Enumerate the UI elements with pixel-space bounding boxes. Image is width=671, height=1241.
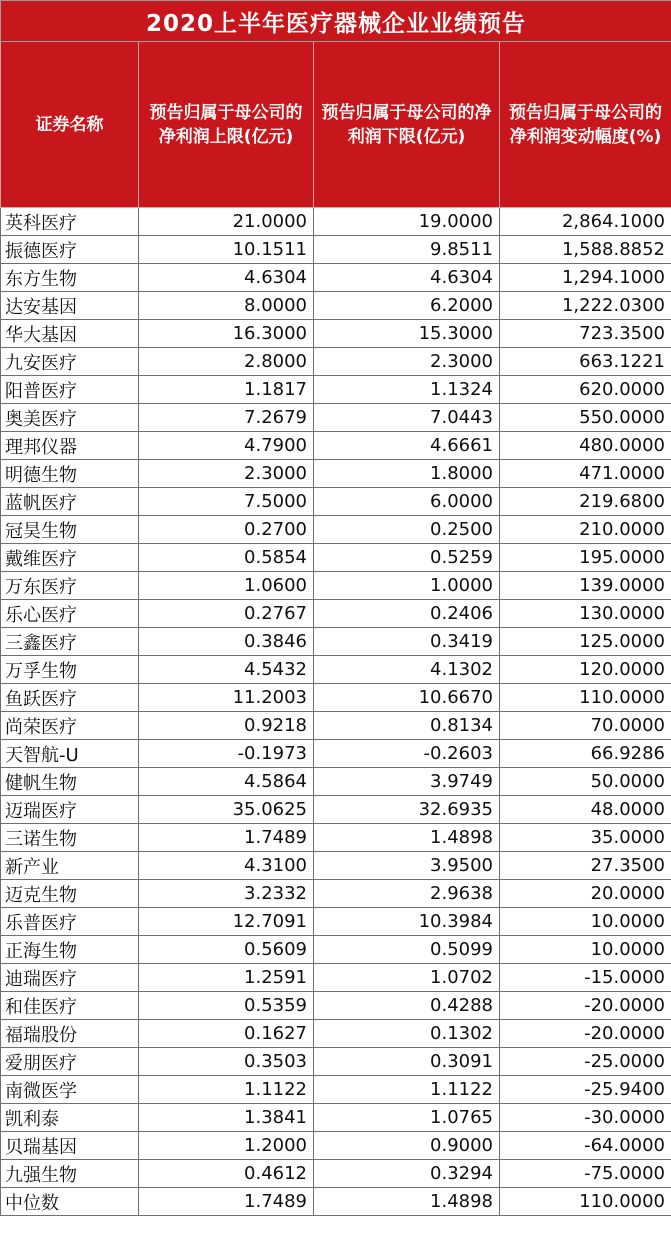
profit-upper-cell: 4.6304: [139, 264, 314, 292]
table-row: [1, 908, 671, 936]
profit-change-cell: 48.0000: [500, 796, 671, 824]
profit-change-cell: 70.0000: [500, 712, 671, 740]
profit-change-cell: -20.0000: [500, 1020, 671, 1048]
security-name-cell: 三鑫医疗: [1, 628, 139, 656]
profit-upper-cell: 7.5000: [139, 488, 314, 516]
profit-lower-cell: 4.6661: [314, 432, 500, 460]
table-row: [1, 1076, 671, 1104]
profit-change-cell: 210.0000: [500, 516, 671, 544]
security-name-cell: 迪瑞医疗: [1, 964, 139, 992]
profit-lower-cell: 3.9500: [314, 852, 500, 880]
table-row: [1, 376, 671, 404]
profit-upper-cell: 4.3100: [139, 852, 314, 880]
profit-upper-cell: 4.5864: [139, 768, 314, 796]
profit-upper-cell: 0.1627: [139, 1020, 314, 1048]
profit-lower-cell: 6.0000: [314, 488, 500, 516]
profit-change-cell: -25.9400: [500, 1076, 671, 1104]
profit-upper-cell: 1.0600: [139, 572, 314, 600]
security-name-cell: 迈瑞医疗: [1, 796, 139, 824]
security-name-cell: 奥美医疗: [1, 404, 139, 432]
profit-change-cell: 139.0000: [500, 572, 671, 600]
profit-lower-cell: 3.9749: [314, 768, 500, 796]
header-security-name: 证券名称: [1, 42, 139, 208]
table-row: [1, 488, 671, 516]
table-row: [1, 208, 671, 236]
profit-change-cell: 1,222.0300: [500, 292, 671, 320]
profit-lower-cell: 0.2500: [314, 516, 500, 544]
profit-upper-cell: -0.1973: [139, 740, 314, 768]
security-name-cell: 鱼跃医疗: [1, 684, 139, 712]
table-row: [1, 824, 671, 852]
table-row: [1, 572, 671, 600]
profit-upper-cell: 0.2767: [139, 600, 314, 628]
table-row: [1, 1132, 671, 1160]
profit-lower-cell: 9.8511: [314, 236, 500, 264]
security-name-cell: 中位数: [1, 1188, 139, 1216]
profit-upper-cell: 11.2003: [139, 684, 314, 712]
table-row: [1, 936, 671, 964]
profit-change-cell: 195.0000: [500, 544, 671, 572]
security-name-cell: 天智航-U: [1, 740, 139, 768]
profit-upper-cell: 0.3846: [139, 628, 314, 656]
profit-lower-cell: 1.4898: [314, 824, 500, 852]
profit-lower-cell: -0.2603: [314, 740, 500, 768]
profit-change-cell: 20.0000: [500, 880, 671, 908]
security-name-cell: 阳普医疗: [1, 376, 139, 404]
profit-lower-cell: 7.0443: [314, 404, 500, 432]
profit-change-cell: 35.0000: [500, 824, 671, 852]
profit-upper-cell: 2.8000: [139, 348, 314, 376]
profit-upper-cell: 0.5609: [139, 936, 314, 964]
profit-lower-cell: 1.0000: [314, 572, 500, 600]
table-row: [1, 1048, 671, 1076]
table-row: [1, 964, 671, 992]
profit-upper-cell: 4.5432: [139, 656, 314, 684]
table-row: [1, 1104, 671, 1132]
table-title-row: [1, 1, 671, 42]
profit-lower-cell: 1.8000: [314, 460, 500, 488]
profit-lower-cell: 2.3000: [314, 348, 500, 376]
header-profit-lower: 预告归属于母公司的净利润下限(亿元): [314, 42, 500, 208]
table-row: [1, 1188, 671, 1216]
security-name-cell: 迈克生物: [1, 880, 139, 908]
security-name-cell: 新产业: [1, 852, 139, 880]
profit-change-cell: -30.0000: [500, 1104, 671, 1132]
profit-lower-cell: 1.0765: [314, 1104, 500, 1132]
security-name-cell: 达安基因: [1, 292, 139, 320]
profit-upper-cell: 1.1817: [139, 376, 314, 404]
profit-lower-cell: 0.4288: [314, 992, 500, 1020]
profit-change-cell: 130.0000: [500, 600, 671, 628]
header-row: [1, 42, 671, 208]
security-name-cell: 和佳医疗: [1, 992, 139, 1020]
security-name-cell: 东方生物: [1, 264, 139, 292]
profit-change-cell: 120.0000: [500, 656, 671, 684]
table-row: [1, 740, 671, 768]
profit-change-cell: 480.0000: [500, 432, 671, 460]
profit-change-cell: 1,294.1000: [500, 264, 671, 292]
header-profit-upper: 预告归属于母公司的净利润上限(亿元): [139, 42, 314, 208]
profit-upper-cell: 16.3000: [139, 320, 314, 348]
profit-upper-cell: 1.7489: [139, 824, 314, 852]
profit-change-cell: 663.1221: [500, 348, 671, 376]
profit-upper-cell: 1.3841: [139, 1104, 314, 1132]
profit-change-cell: 1,588.8852: [500, 236, 671, 264]
security-name-cell: 理邦仪器: [1, 432, 139, 460]
security-name-cell: 英科医疗: [1, 208, 139, 236]
profit-upper-cell: 1.2591: [139, 964, 314, 992]
table-row: [1, 292, 671, 320]
table-row: [1, 656, 671, 684]
profit-lower-cell: 4.6304: [314, 264, 500, 292]
table-body: [1, 208, 671, 1216]
profit-change-cell: -20.0000: [500, 992, 671, 1020]
security-name-cell: 冠昊生物: [1, 516, 139, 544]
security-name-cell: 乐心医疗: [1, 600, 139, 628]
table-row: [1, 600, 671, 628]
profit-lower-cell: 1.1122: [314, 1076, 500, 1104]
profit-upper-cell: 8.0000: [139, 292, 314, 320]
profit-lower-cell: 0.5099: [314, 936, 500, 964]
profit-upper-cell: 0.3503: [139, 1048, 314, 1076]
profit-change-cell: 471.0000: [500, 460, 671, 488]
profit-change-cell: 50.0000: [500, 768, 671, 796]
profit-change-cell: 2,864.1000: [500, 208, 671, 236]
profit-upper-cell: 0.2700: [139, 516, 314, 544]
profit-change-cell: 550.0000: [500, 404, 671, 432]
profit-lower-cell: 6.2000: [314, 292, 500, 320]
security-name-cell: 福瑞股份: [1, 1020, 139, 1048]
table-row: [1, 852, 671, 880]
table-row: [1, 628, 671, 656]
profit-change-cell: -15.0000: [500, 964, 671, 992]
table-title: 2020上半年医疗器械企业业绩预告: [1, 1, 671, 42]
table-row: [1, 1160, 671, 1188]
profit-lower-cell: 1.0702: [314, 964, 500, 992]
profit-lower-cell: 15.3000: [314, 320, 500, 348]
profit-upper-cell: 1.1122: [139, 1076, 314, 1104]
security-name-cell: 九强生物: [1, 1160, 139, 1188]
security-name-cell: 健帆生物: [1, 768, 139, 796]
profit-lower-cell: 0.5259: [314, 544, 500, 572]
security-name-cell: 振德医疗: [1, 236, 139, 264]
profit-change-cell: 110.0000: [500, 1188, 671, 1216]
profit-change-cell: 620.0000: [500, 376, 671, 404]
profit-lower-cell: 0.2406: [314, 600, 500, 628]
profit-upper-cell: 4.7900: [139, 432, 314, 460]
security-name-cell: 华大基因: [1, 320, 139, 348]
table-row: [1, 684, 671, 712]
profit-lower-cell: 4.1302: [314, 656, 500, 684]
security-name-cell: 南微医学: [1, 1076, 139, 1104]
profit-lower-cell: 0.9000: [314, 1132, 500, 1160]
table-row: [1, 516, 671, 544]
table-row: [1, 544, 671, 572]
security-name-cell: 凯利泰: [1, 1104, 139, 1132]
profit-change-cell: 27.3500: [500, 852, 671, 880]
profit-upper-cell: 0.5854: [139, 544, 314, 572]
table-row: [1, 880, 671, 908]
profit-upper-cell: 10.1511: [139, 236, 314, 264]
profit-lower-cell: 1.4898: [314, 1188, 500, 1216]
security-name-cell: 万孚生物: [1, 656, 139, 684]
profit-upper-cell: 21.0000: [139, 208, 314, 236]
profit-lower-cell: 10.3984: [314, 908, 500, 936]
table-row: [1, 1020, 671, 1048]
profit-lower-cell: 2.9638: [314, 880, 500, 908]
profit-upper-cell: 3.2332: [139, 880, 314, 908]
profit-upper-cell: 1.7489: [139, 1188, 314, 1216]
table-row: [1, 460, 671, 488]
profit-lower-cell: 0.8134: [314, 712, 500, 740]
profit-lower-cell: 1.1324: [314, 376, 500, 404]
profit-change-cell: 219.6800: [500, 488, 671, 516]
table-row: [1, 796, 671, 824]
security-name-cell: 贝瑞基因: [1, 1132, 139, 1160]
profit-lower-cell: 10.6670: [314, 684, 500, 712]
security-name-cell: 三诺生物: [1, 824, 139, 852]
profit-lower-cell: 19.0000: [314, 208, 500, 236]
table-row: [1, 768, 671, 796]
profit-change-cell: 10.0000: [500, 908, 671, 936]
profit-upper-cell: 0.9218: [139, 712, 314, 740]
security-name-cell: 明德生物: [1, 460, 139, 488]
security-name-cell: 正海生物: [1, 936, 139, 964]
security-name-cell: 万东医疗: [1, 572, 139, 600]
profit-change-cell: 10.0000: [500, 936, 671, 964]
profit-lower-cell: 0.1302: [314, 1020, 500, 1048]
profit-lower-cell: 0.3294: [314, 1160, 500, 1188]
table-row: [1, 264, 671, 292]
profit-upper-cell: 7.2679: [139, 404, 314, 432]
profit-upper-cell: 1.2000: [139, 1132, 314, 1160]
security-name-cell: 爱朋医疗: [1, 1048, 139, 1076]
profit-change-cell: -75.0000: [500, 1160, 671, 1188]
header-profit-change: 预告归属于母公司的净利润变动幅度(%): [500, 42, 671, 208]
profit-lower-cell: 0.3419: [314, 628, 500, 656]
profit-upper-cell: 12.7091: [139, 908, 314, 936]
profit-change-cell: -25.0000: [500, 1048, 671, 1076]
security-name-cell: 九安医疗: [1, 348, 139, 376]
table-row: [1, 712, 671, 740]
security-name-cell: 蓝帆医疗: [1, 488, 139, 516]
profit-change-cell: 66.9286: [500, 740, 671, 768]
table-row: [1, 236, 671, 264]
profit-change-cell: 723.3500: [500, 320, 671, 348]
profit-lower-cell: 32.6935: [314, 796, 500, 824]
profit-change-cell: -64.0000: [500, 1132, 671, 1160]
profit-change-cell: 110.0000: [500, 684, 671, 712]
security-name-cell: 尚荣医疗: [1, 712, 139, 740]
profit-upper-cell: 35.0625: [139, 796, 314, 824]
profit-change-cell: 125.0000: [500, 628, 671, 656]
profit-lower-cell: 0.3091: [314, 1048, 500, 1076]
profit-upper-cell: 0.5359: [139, 992, 314, 1020]
security-name-cell: 戴维医疗: [1, 544, 139, 572]
table-row: [1, 432, 671, 460]
table-row: [1, 348, 671, 376]
security-name-cell: 乐普医疗: [1, 908, 139, 936]
table-row: [1, 320, 671, 348]
table-row: [1, 404, 671, 432]
profit-upper-cell: 0.4612: [139, 1160, 314, 1188]
profit-upper-cell: 2.3000: [139, 460, 314, 488]
table-row: [1, 992, 671, 1020]
